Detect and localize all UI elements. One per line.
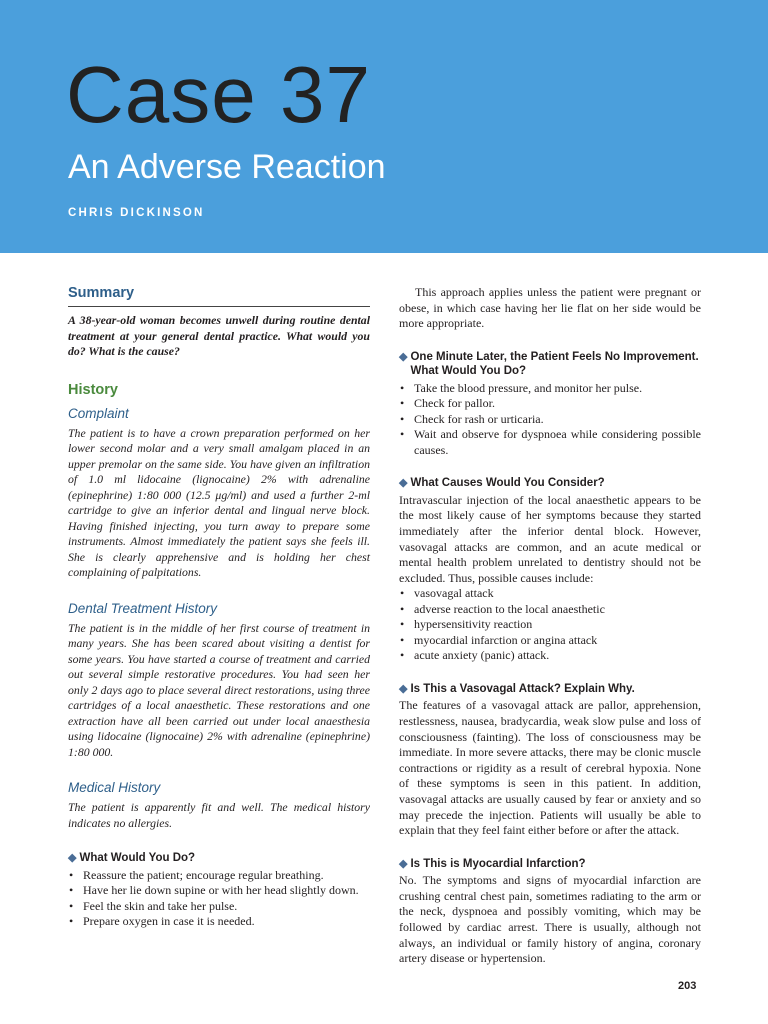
diamond-bullet-icon: ◆: [399, 682, 408, 695]
question-heading-text: One Minute Later, the Patient Feels No Improvement. What Would You Do?: [410, 350, 699, 378]
history-heading: History: [68, 381, 118, 398]
question-heading-text: What Causes Would You Consider?: [410, 477, 605, 490]
list-item: • Check for pallor.: [399, 396, 701, 412]
list-item: • acute anxiety (panic) attack.: [399, 648, 701, 664]
bullet-list: [68, 868, 370, 930]
bullet-list: [399, 586, 701, 664]
author-name: CHRIS DICKINSON: [68, 207, 205, 219]
causes-paragraph: Intravascular injection of the local anaesthetic appears to be the most likely cause of her symptoms because they started immediately after the inferior dental block. However, vasovagal attacks are common, and an acute medical or mental health problem unrelated to dentistry should not be excluded. Thus, possible causes include:: [399, 492, 701, 585]
bullet-list: [399, 381, 701, 459]
question-heading: [399, 350, 701, 379]
complaint-heading: Complaint: [68, 405, 129, 421]
list-item: • Wait and observe for dyspnoea while considering possible causes.: [399, 427, 701, 458]
list-item: • hypersensitivity reaction: [399, 617, 701, 633]
right-column: [399, 285, 701, 985]
title-banner: [0, 0, 768, 253]
page-number: 203: [678, 980, 697, 992]
question-heading: [399, 857, 701, 872]
vasovagal-paragraph: The features of a vasovagal attack are pallor, apprehension, restlessness, nausea, bradycardia, weak slow pulse and loss of consciousness (fainting). The loss of consciousness may be immediate. In more severe attacks, there may be clonic muscle contractions or rigidity as a result of cerebral hypoxia. None of these symptoms is seen in this patient. In addition, vasovagal attacks are usually caused by fear or anxiety and so may precede the injection. Patients will usually be able to explain that they feel faint either before or after the attack.: [399, 698, 701, 838]
intro-paragraph: This approach applies unless the patient were pregnant or obese, in which case having her lie flat on her side would be more appropriate.: [399, 285, 701, 331]
medical-history-text: The patient is apparently fit and well. The medical history indicates no allergies.: [68, 800, 370, 830]
question-heading: [399, 476, 701, 491]
list-item: • Prepare oxygen in case it is needed.: [68, 914, 370, 930]
list-item: • Reassure the patient; encourage regular breathing.: [68, 868, 370, 884]
list-item: • Take the blood pressure, and monitor her pulse.: [399, 381, 701, 397]
list-item: • Have her lie down supine or with her head slightly down.: [68, 883, 370, 899]
list-item: • Check for rash or urticaria.: [399, 412, 701, 428]
list-item: • adverse reaction to the local anaesthetic: [399, 602, 701, 618]
diamond-bullet-icon: ◆: [399, 477, 408, 490]
left-column: [68, 285, 370, 948]
dental-treatment-text: The patient is in the middle of her first course of treatment in many years. She has been scared about visiting a dentist for some years. You have started a course of treatment and carried out several simple restorative procedures. You had seen her only 2 days ago to place several direct restorations, using three cartridges of a local anaesthetic. These restorations and one extraction have all been carried out under local anaesthesia using lidocaine (lignocaine) 2% with adrenaline (epinephrine) 1:80 000.: [68, 620, 370, 759]
mi-paragraph: No. The symptoms and signs of myocardial infarction are crushing central chest pain, sometimes radiating to the arm or the neck, dyspnoea and possibly vomiting, which may be followed by cardiac arrest. There is usually, although not always, an individual or family history of angina, coronary artery disease or hypertension.: [399, 873, 701, 966]
question-heading-text: Is This a Vasovagal Attack? Explain Why.: [410, 682, 635, 695]
medical-history-heading: Medical History: [68, 780, 161, 795]
complaint-text: The patient is to have a crown preparation performed on her lower second molar and a very small amalgam placed in an upper premolar on the same side. You have given an infiltration of 1.0 ml lidocaine (lignocaine) 2% with adrenaline (epinephrine) 1:80 000 (12.5 μg/ml) and used a further 2-ml cartridge to give an inferior dental and lingual nerve block. Having finished injecting, you turn away to prepare some instruments. Almost immediately the patient says she feels ill. She is clearly apprehensive and is holding her chest complaining of palpitations.: [68, 425, 370, 579]
dental-treatment-heading: Dental Treatment History: [68, 600, 218, 616]
list-item: • vasovagal attack: [399, 586, 701, 602]
list-item: • Feel the skin and take her pulse.: [68, 899, 370, 915]
question-heading: [399, 682, 701, 697]
diamond-bullet-icon: ◆: [399, 350, 408, 363]
case-title: Case 37: [66, 50, 371, 139]
summary-heading: Summary: [68, 285, 370, 307]
question-heading-text: Is This is Myocardial Infarction?: [410, 857, 586, 870]
question-heading: [68, 851, 370, 866]
question-heading-text: What Would You Do?: [79, 852, 196, 864]
summary-text: A 38-year-old woman becomes unwell during routine dental treatment at your general dental practice. What would you do? What is the cause?: [68, 313, 370, 358]
case-subtitle: An Adverse Reaction: [68, 148, 386, 186]
diamond-bullet-icon: ◆: [399, 857, 408, 870]
diamond-bullet-icon: ◆: [68, 852, 77, 864]
list-item: • myocardial infarction or angina attack: [399, 633, 701, 649]
